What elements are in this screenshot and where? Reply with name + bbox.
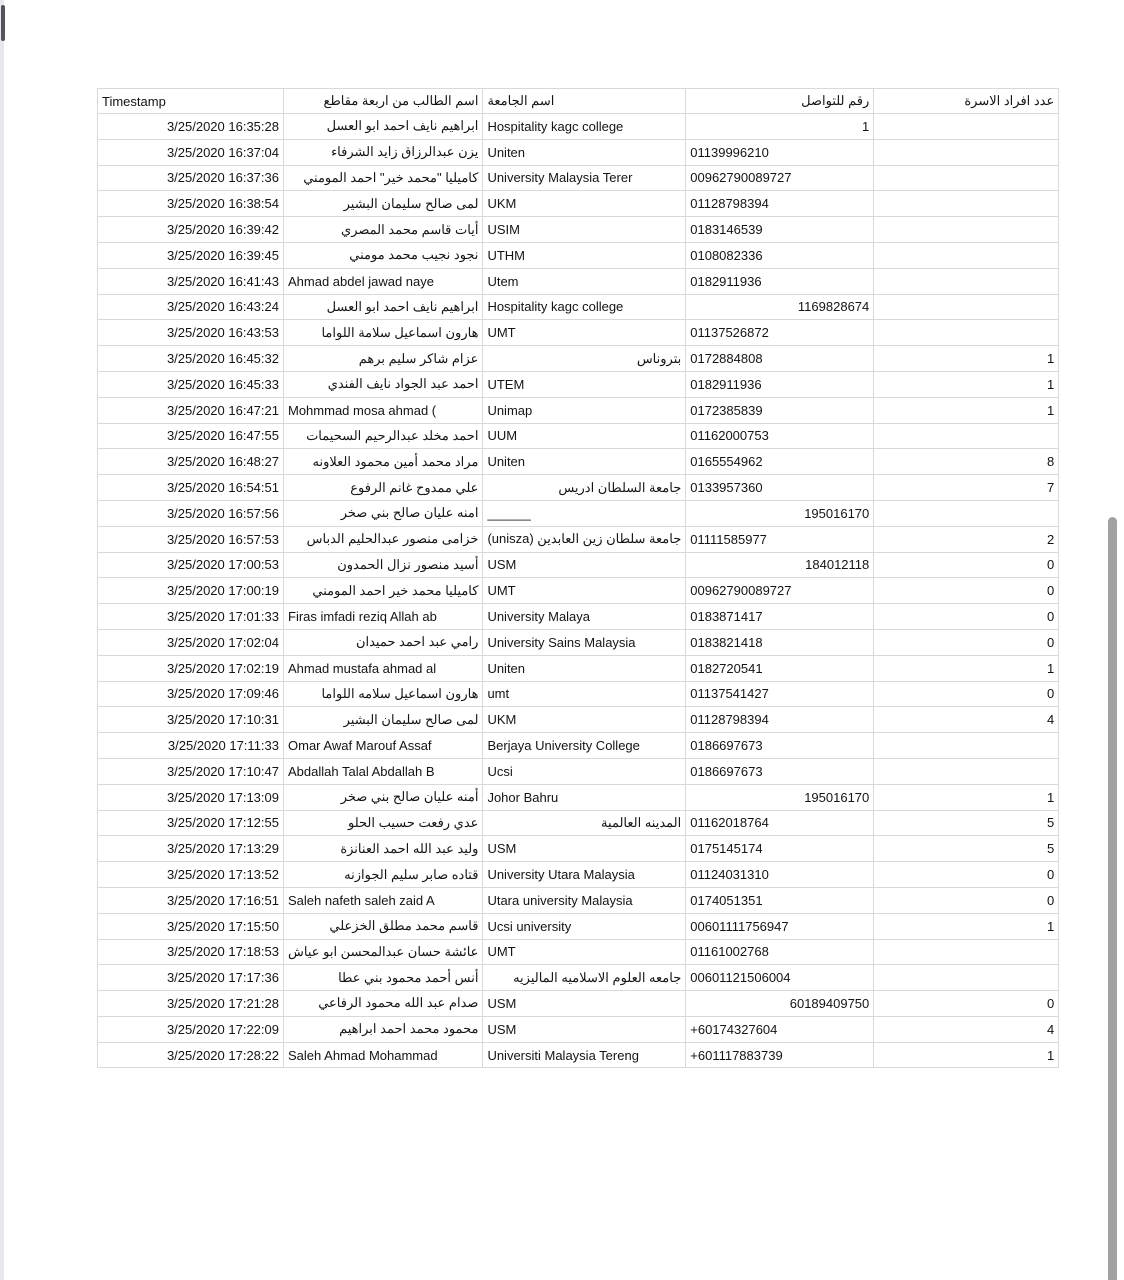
cell-university[interactable]: UTEM	[483, 371, 686, 397]
cell-family-members[interactable]: 5	[874, 836, 1059, 862]
table-row	[98, 784, 1059, 810]
cell-family-members[interactable]: 1	[874, 784, 1059, 810]
cell-contact-number[interactable]: 01162018764	[686, 810, 874, 836]
cell-university[interactable]: ______	[483, 500, 686, 526]
cell-contact-number[interactable]: 0183871417	[686, 604, 874, 630]
cell-university[interactable]: UMT	[483, 578, 686, 604]
cell-family-members[interactable]	[874, 294, 1059, 320]
cell-family-members[interactable]	[874, 217, 1059, 243]
cell-family-members[interactable]	[874, 423, 1059, 449]
cell-student-name[interactable]: هارون اسماعيل سلامة اللواما	[284, 320, 483, 346]
cell-student-name[interactable]: قتاده صابر سليم الجوازنه	[284, 862, 483, 888]
cell-timestamp[interactable]: 3/25/2020 17:22:09	[98, 1016, 284, 1042]
cell-family-members[interactable]: 1	[874, 371, 1059, 397]
cell-timestamp[interactable]: 3/25/2020 16:57:53	[98, 526, 284, 552]
cell-timestamp[interactable]: 3/25/2020 16:45:32	[98, 346, 284, 372]
cell-family-members[interactable]	[874, 114, 1059, 140]
cell-university[interactable]: University Utara Malaysia	[483, 862, 686, 888]
cell-university[interactable]: المدينه العالمية	[483, 810, 686, 836]
spreadsheet-area	[97, 88, 1059, 1068]
cell-timestamp[interactable]: 3/25/2020 16:39:45	[98, 242, 284, 268]
cell-student-name[interactable]: عزام شاكر سليم برهم	[284, 346, 483, 372]
cell-contact-number[interactable]: 01137526872	[686, 320, 874, 346]
cell-student-name[interactable]: لمى صالح سليمان البشير	[284, 191, 483, 217]
cell-timestamp[interactable]: 3/25/2020 16:47:55	[98, 423, 284, 449]
table-row	[98, 991, 1059, 1017]
cell-contact-number[interactable]: 184012118	[686, 552, 874, 578]
cell-contact-number[interactable]: 0172385839	[686, 397, 874, 423]
cell-contact-number[interactable]: 0165554962	[686, 449, 874, 475]
cell-timestamp[interactable]: 3/25/2020 17:15:50	[98, 913, 284, 939]
cell-timestamp[interactable]: 3/25/2020 16:38:54	[98, 191, 284, 217]
table-row	[98, 449, 1059, 475]
table-row	[98, 139, 1059, 165]
cell-university[interactable]: USM	[483, 836, 686, 862]
cell-university[interactable]: Universiti Malaysia Tereng	[483, 1042, 686, 1068]
cell-student-name[interactable]: خزامى منصور عبدالحليم الدباس	[284, 526, 483, 552]
cell-timestamp[interactable]: 3/25/2020 17:13:52	[98, 862, 284, 888]
cell-family-members[interactable]	[874, 320, 1059, 346]
cell-student-name[interactable]: Saleh nafeth saleh zaid A	[284, 887, 483, 913]
table-row	[98, 242, 1059, 268]
table-row	[98, 1042, 1059, 1068]
table-row	[98, 604, 1059, 630]
table-row	[98, 268, 1059, 294]
header-row	[98, 89, 1059, 114]
table-row	[98, 965, 1059, 991]
cell-family-members[interactable]: 1	[874, 655, 1059, 681]
cell-student-name[interactable]: Omar Awaf Marouf Assaf	[284, 733, 483, 759]
cell-family-members[interactable]: 0	[874, 552, 1059, 578]
table-row	[98, 423, 1059, 449]
cell-family-members[interactable]: 0	[874, 681, 1059, 707]
cell-timestamp[interactable]: 3/25/2020 16:57:56	[98, 500, 284, 526]
table-row	[98, 707, 1059, 733]
cell-timestamp[interactable]: 3/25/2020 17:16:51	[98, 887, 284, 913]
cell-family-members[interactable]: 0	[874, 991, 1059, 1017]
cell-contact-number[interactable]: 0174051351	[686, 887, 874, 913]
cell-university[interactable]: Hospitality kagc college	[483, 294, 686, 320]
table-row	[98, 733, 1059, 759]
column-header-contact-number[interactable]: رقم للتواصل	[686, 89, 874, 114]
table-row	[98, 320, 1059, 346]
cell-contact-number[interactable]: 0183146539	[686, 217, 874, 243]
cell-timestamp[interactable]: 3/25/2020 16:41:43	[98, 268, 284, 294]
cell-contact-number[interactable]: 00962790089727	[686, 578, 874, 604]
cell-family-members[interactable]: 0	[874, 604, 1059, 630]
table-row	[98, 500, 1059, 526]
cell-family-members[interactable]: 1	[874, 913, 1059, 939]
cell-student-name[interactable]: أنس أحمد محمود بني عطا	[284, 965, 483, 991]
cell-university[interactable]: USM	[483, 1016, 686, 1042]
table-row	[98, 191, 1059, 217]
cell-timestamp[interactable]: 3/25/2020 16:47:21	[98, 397, 284, 423]
table-row	[98, 114, 1059, 140]
cell-family-members[interactable]: 1	[874, 346, 1059, 372]
cell-family-members[interactable]: 5	[874, 810, 1059, 836]
cell-university[interactable]: University Sains Malaysia	[483, 629, 686, 655]
cell-family-members[interactable]: 1	[874, 1042, 1059, 1068]
cell-contact-number[interactable]: 0186697673	[686, 758, 874, 784]
cell-contact-number[interactable]: +60174327604	[686, 1016, 874, 1042]
cell-contact-number[interactable]: 00962790089727	[686, 165, 874, 191]
cell-family-members[interactable]: 0	[874, 862, 1059, 888]
cell-university[interactable]: Hospitality kagc college	[483, 114, 686, 140]
cell-student-name[interactable]: نجود نجيب محمد مومني	[284, 242, 483, 268]
cell-university[interactable]: UTHM	[483, 242, 686, 268]
cell-student-name[interactable]: قاسم محمد مطلق الخزعلي	[284, 913, 483, 939]
table-row	[98, 346, 1059, 372]
cell-student-name[interactable]: مراد محمد أمين محمود العلاونه	[284, 449, 483, 475]
cell-contact-number[interactable]: 0182911936	[686, 268, 874, 294]
cell-family-members[interactable]: 7	[874, 475, 1059, 501]
cell-student-name[interactable]: Firas imfadi reziq Allah ab	[284, 604, 483, 630]
cell-student-name[interactable]: أيات قاسم محمد المصري	[284, 217, 483, 243]
cell-timestamp[interactable]: 3/25/2020 16:37:36	[98, 165, 284, 191]
cell-contact-number[interactable]: 00601121506004	[686, 965, 874, 991]
cell-student-name[interactable]: رامي عبد احمد حميدان	[284, 629, 483, 655]
cell-university[interactable]: UKM	[483, 707, 686, 733]
cell-family-members[interactable]	[874, 500, 1059, 526]
cell-university[interactable]: UKM	[483, 191, 686, 217]
cell-university[interactable]: USIM	[483, 217, 686, 243]
cell-student-name[interactable]: Abdallah Talal Abdallah B	[284, 758, 483, 784]
cell-student-name[interactable]: صدام عبد الله محمود الرفاعي	[284, 991, 483, 1017]
cell-contact-number[interactable]: 01111585977	[686, 526, 874, 552]
cell-contact-number[interactable]: 00601111756947	[686, 913, 874, 939]
cell-timestamp[interactable]: 3/25/2020 17:02:04	[98, 629, 284, 655]
cell-timestamp[interactable]: 3/25/2020 17:18:53	[98, 939, 284, 965]
scrollbar-thumb[interactable]	[1108, 517, 1117, 1280]
cell-university[interactable]: جامعة السلطان ادريس	[483, 475, 686, 501]
cell-student-name[interactable]: Mohmmad mosa ahmad (	[284, 397, 483, 423]
cell-university[interactable]: University Malaysia Terer	[483, 165, 686, 191]
cell-student-name[interactable]: هارون اسماعيل سلامه اللواما	[284, 681, 483, 707]
cell-timestamp[interactable]: 3/25/2020 17:00:53	[98, 552, 284, 578]
cell-university[interactable]: UMT	[483, 939, 686, 965]
cell-university[interactable]: جامعة سلطان زين العابدين (unisza)	[483, 526, 686, 552]
cell-timestamp[interactable]: 3/25/2020 16:37:04	[98, 139, 284, 165]
cell-family-members[interactable]: 2	[874, 526, 1059, 552]
cell-university[interactable]: Berjaya University College	[483, 733, 686, 759]
table-row	[98, 526, 1059, 552]
cell-university[interactable]: جامعه العلوم الاسلاميه الماليزيه	[483, 965, 686, 991]
table-row	[98, 655, 1059, 681]
cell-contact-number[interactable]: 195016170	[686, 500, 874, 526]
cell-contact-number[interactable]: 01139996210	[686, 139, 874, 165]
cell-university[interactable]: University Malaya	[483, 604, 686, 630]
cell-university[interactable]: Ucsi university	[483, 913, 686, 939]
cell-contact-number[interactable]: 01137541427	[686, 681, 874, 707]
table-row	[98, 578, 1059, 604]
cell-timestamp[interactable]: 3/25/2020 16:45:33	[98, 371, 284, 397]
cell-student-name[interactable]: أسيد منصور نزال الحمدون	[284, 552, 483, 578]
table-row	[98, 939, 1059, 965]
cell-student-name[interactable]: علي ممدوح غانم الرفوع	[284, 475, 483, 501]
cell-timestamp[interactable]: 3/25/2020 17:12:55	[98, 810, 284, 836]
cell-contact-number[interactable]: 1169828674	[686, 294, 874, 320]
cell-student-name[interactable]: وليد عبد الله احمد العنانزة	[284, 836, 483, 862]
cell-university[interactable]: Ucsi	[483, 758, 686, 784]
cell-timestamp[interactable]: 3/25/2020 17:11:33	[98, 733, 284, 759]
cell-family-members[interactable]: 1	[874, 397, 1059, 423]
cell-student-name[interactable]: Saleh Ahmad Mohammad	[284, 1042, 483, 1068]
cell-university[interactable]: Uniten	[483, 449, 686, 475]
cell-student-name[interactable]: أمنه عليان صالح بني صخر	[284, 784, 483, 810]
table-row	[98, 165, 1059, 191]
cell-student-name[interactable]: ابراهيم نايف احمد ابو العسل	[284, 114, 483, 140]
cell-timestamp[interactable]: 3/25/2020 16:43:24	[98, 294, 284, 320]
cell-timestamp[interactable]: 3/25/2020 17:09:46	[98, 681, 284, 707]
cell-contact-number[interactable]: 0182911936	[686, 371, 874, 397]
cell-timestamp[interactable]: 3/25/2020 16:39:42	[98, 217, 284, 243]
cell-student-name[interactable]: يزن عبدالرزاق زايد الشرفاء	[284, 139, 483, 165]
cell-contact-number[interactable]: 0175145174	[686, 836, 874, 862]
table-row	[98, 552, 1059, 578]
column-header-university[interactable]: اسم الجامعة	[483, 89, 686, 114]
cell-timestamp[interactable]: 3/25/2020 17:13:29	[98, 836, 284, 862]
cell-family-members[interactable]	[874, 191, 1059, 217]
cell-contact-number[interactable]: 0172884808	[686, 346, 874, 372]
page-edge-strip	[0, 0, 4, 1280]
cell-contact-number[interactable]: 0186697673	[686, 733, 874, 759]
cell-family-members[interactable]	[874, 758, 1059, 784]
cell-university[interactable]: USM	[483, 991, 686, 1017]
cell-university[interactable]: UMT	[483, 320, 686, 346]
cell-university[interactable]: UUM	[483, 423, 686, 449]
table-row	[98, 397, 1059, 423]
table-row	[98, 294, 1059, 320]
cell-family-members[interactable]: 0	[874, 629, 1059, 655]
cell-student-name[interactable]: كاميليا محمد خير احمد المومني	[284, 578, 483, 604]
cell-family-members[interactable]	[874, 733, 1059, 759]
cell-family-members[interactable]	[874, 165, 1059, 191]
cell-university[interactable]: بتروناس	[483, 346, 686, 372]
cell-university[interactable]: Uniten	[483, 655, 686, 681]
cell-student-name[interactable]: محمود محمد احمد ابراهيم	[284, 1016, 483, 1042]
cell-contact-number[interactable]: 01162000753	[686, 423, 874, 449]
cell-family-members[interactable]	[874, 965, 1059, 991]
table-row	[98, 217, 1059, 243]
cell-family-members[interactable]: 0	[874, 578, 1059, 604]
cell-contact-number[interactable]: 1	[686, 114, 874, 140]
cell-timestamp[interactable]: 3/25/2020 17:17:36	[98, 965, 284, 991]
table-row	[98, 913, 1059, 939]
cell-contact-number[interactable]: 01124031310	[686, 862, 874, 888]
cell-contact-number[interactable]: +601117883739	[686, 1042, 874, 1068]
column-header-student-name[interactable]: اسم الطالب من اربعة مقاطع	[284, 89, 483, 114]
cell-contact-number[interactable]: 01128798394	[686, 191, 874, 217]
column-header-timestamp[interactable]: Timestamp	[98, 89, 284, 114]
cell-university[interactable]: Utara university Malaysia	[483, 887, 686, 913]
spreadsheet-table	[97, 88, 1059, 1068]
table-row	[98, 681, 1059, 707]
corner-mark	[1, 5, 5, 41]
cell-family-members[interactable]: 4	[874, 707, 1059, 733]
cell-student-name[interactable]: لمى صالح سليمان البشير	[284, 707, 483, 733]
column-header-family-members[interactable]: عدد افراد الاسرة	[874, 89, 1059, 114]
cell-timestamp[interactable]: 3/25/2020 17:02:19	[98, 655, 284, 681]
cell-timestamp[interactable]: 3/25/2020 17:21:28	[98, 991, 284, 1017]
cell-family-members[interactable]: 0	[874, 887, 1059, 913]
table-row	[98, 475, 1059, 501]
cell-timestamp[interactable]: 3/25/2020 17:28:22	[98, 1042, 284, 1068]
cell-timestamp[interactable]: 3/25/2020 17:00:19	[98, 578, 284, 604]
cell-family-members[interactable]: 4	[874, 1016, 1059, 1042]
cell-contact-number[interactable]: 01128798394	[686, 707, 874, 733]
cell-contact-number[interactable]: 0183821418	[686, 629, 874, 655]
table-row	[98, 371, 1059, 397]
cell-student-name[interactable]: Ahmad abdel jawad naye	[284, 268, 483, 294]
table-row	[98, 887, 1059, 913]
cell-student-name[interactable]: Ahmad mustafa ahmad al	[284, 655, 483, 681]
cell-student-name[interactable]: احمد مخلد عبدالرحيم السحيمات	[284, 423, 483, 449]
cell-timestamp[interactable]: 3/25/2020 17:10:47	[98, 758, 284, 784]
cell-contact-number[interactable]: 0108082336	[686, 242, 874, 268]
cell-timestamp[interactable]: 3/25/2020 16:54:51	[98, 475, 284, 501]
cell-contact-number[interactable]: 01161002768	[686, 939, 874, 965]
cell-student-name[interactable]: ابراهيم نايف احمد ابو العسل	[284, 294, 483, 320]
cell-family-members[interactable]	[874, 139, 1059, 165]
cell-timestamp[interactable]: 3/25/2020 17:13:09	[98, 784, 284, 810]
cell-contact-number[interactable]: 195016170	[686, 784, 874, 810]
cell-university[interactable]: Johor Bahru	[483, 784, 686, 810]
cell-family-members[interactable]: 8	[874, 449, 1059, 475]
cell-contact-number[interactable]: 0182720541	[686, 655, 874, 681]
cell-university[interactable]: Uniten	[483, 139, 686, 165]
cell-family-members[interactable]	[874, 939, 1059, 965]
cell-student-name[interactable]: كاميليا "محمد خير" احمد المومني	[284, 165, 483, 191]
cell-timestamp[interactable]: 3/25/2020 16:43:53	[98, 320, 284, 346]
table-row	[98, 758, 1059, 784]
cell-timestamp[interactable]: 3/25/2020 16:48:27	[98, 449, 284, 475]
cell-contact-number[interactable]: 60189409750	[686, 991, 874, 1017]
table-row	[98, 862, 1059, 888]
cell-university[interactable]: Unimap	[483, 397, 686, 423]
cell-student-name[interactable]: احمد عبد الجواد نايف الفندي	[284, 371, 483, 397]
cell-student-name[interactable]: عائشة حسان عبدالمحسن ابو عياش	[284, 939, 483, 965]
cell-timestamp[interactable]: 3/25/2020 16:35:28	[98, 114, 284, 140]
cell-student-name[interactable]: عدي رفعت حسيب الحلو	[284, 810, 483, 836]
cell-student-name[interactable]: امنه عليان صالح بني صخر	[284, 500, 483, 526]
cell-university[interactable]: umt	[483, 681, 686, 707]
table-row	[98, 629, 1059, 655]
cell-timestamp[interactable]: 3/25/2020 17:01:33	[98, 604, 284, 630]
cell-family-members[interactable]	[874, 242, 1059, 268]
cell-family-members[interactable]	[874, 268, 1059, 294]
table-row	[98, 836, 1059, 862]
cell-university[interactable]: USM	[483, 552, 686, 578]
table-row	[98, 810, 1059, 836]
table-row	[98, 1016, 1059, 1042]
cell-contact-number[interactable]: 0133957360	[686, 475, 874, 501]
cell-timestamp[interactable]: 3/25/2020 17:10:31	[98, 707, 284, 733]
cell-university[interactable]: Utem	[483, 268, 686, 294]
